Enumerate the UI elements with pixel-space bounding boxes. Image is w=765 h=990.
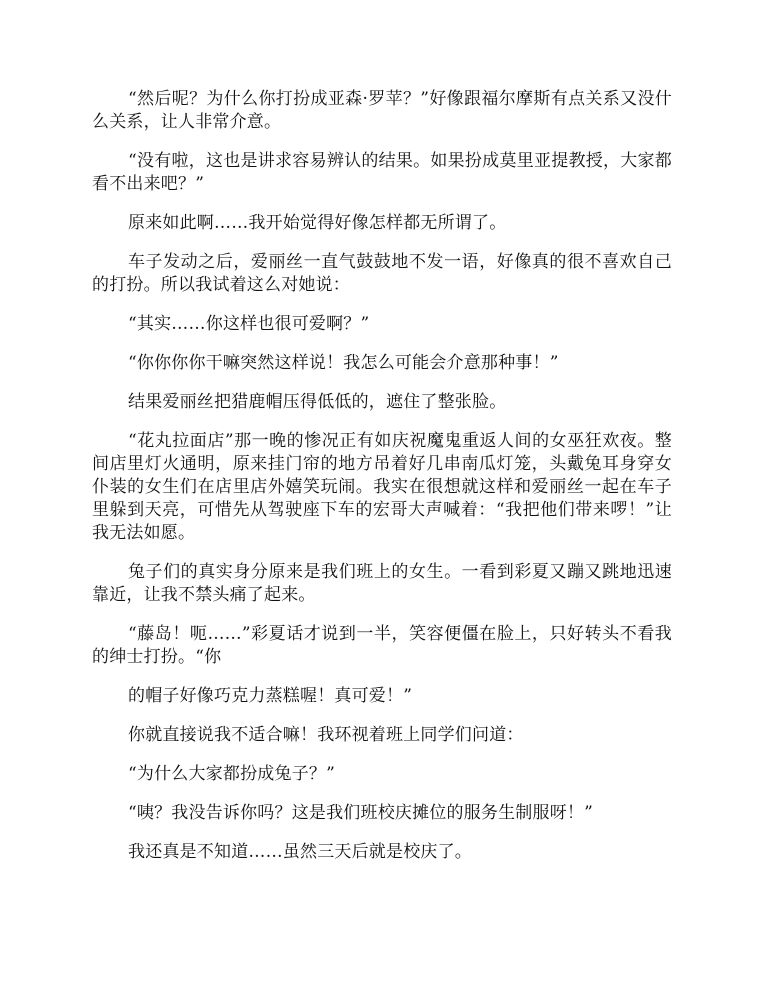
paragraph: 结果爱丽丝把猎鹿帽压得低低的，遮住了整张脸。 xyxy=(128,392,507,412)
paragraph: 我还真是不知道……虽然三天后就是校庆了。 xyxy=(128,842,472,862)
paragraph: 兔子们的真实身分原来是我们班上的女生。一看到彩夏又蹦又跳地迅速靠近，让我不禁头痛了起来。 xyxy=(92,562,672,605)
paragraph: “其实……你这样也很可爱啊？” xyxy=(128,314,370,334)
paragraph: “藤岛！呃……”彩夏话才说到一半，笑容便僵在脸上，只好转头不看我的绅士打扮。“你 xyxy=(92,624,672,667)
paragraph: “然后呢？为什么你打扮成亚森·罗苹？”好像跟福尔摩斯有点关系又没什么关系，让人非常介意。 xyxy=(92,89,672,132)
paragraph: “你你你你干嘛突然这样说！我怎么可能会介意那种事！” xyxy=(128,353,559,373)
paragraph: 车子发动之后，爱丽丝一直气鼓鼓地不发一语，好像真的很不喜欢自己的打扮。所以我试着这么对她说： xyxy=(92,252,672,295)
paragraph: “没有啦，这也是讲求容易辨认的结果。如果扮成莫里亚提教授，大家都看不出来吧？” xyxy=(92,151,672,194)
paragraph: 的帽子好像巧克力蒸糕喔！真可爱！” xyxy=(128,686,413,706)
paragraph: 你就直接说我不适合嘛！我环视着班上同学们问道： xyxy=(128,725,524,745)
paragraph: “咦？我没告诉你吗？这是我们班校庆摊位的服务生制服呀！” xyxy=(128,803,593,823)
paragraph: 原来如此啊……我开始觉得好像怎样都无所谓了。 xyxy=(128,213,507,233)
text-body xyxy=(92,88,672,880)
paragraph: “花丸拉面店”那一晚的惨况正有如庆祝魔鬼重返人间的女巫狂欢夜。整间店里灯火通明，原来挂门帘的地方吊着好几串南瓜灯笼，头戴兔耳身穿女仆装的女生们在店里店外嬉笑玩闹。我实在很想就这样和爱丽丝一起在车子里躲到天亮，可惜先从驾驶座下车的宏哥大声喊着：“我把他们带来啰！”让我无法如愿。 xyxy=(92,431,672,543)
paragraph: “为什么大家都扮成兔子？” xyxy=(128,764,335,784)
